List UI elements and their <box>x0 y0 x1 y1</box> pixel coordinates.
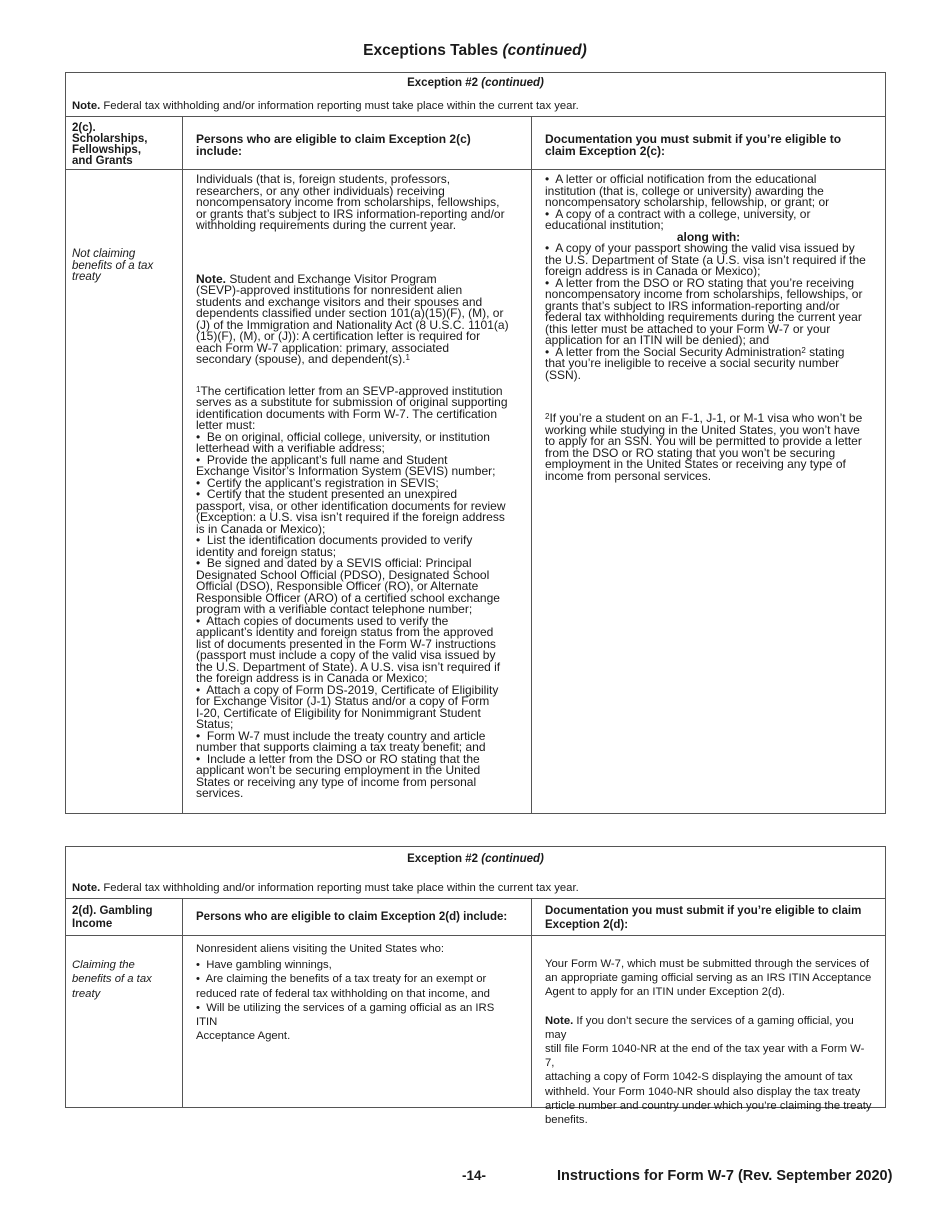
table-note: Note. Federal tax withholding and/or information reporting must take place within the current tax year. <box>72 882 579 894</box>
eligible-persons-header: Persons who are eligible to claim Exception 2(c) include: <box>183 117 532 169</box>
list-item: • Be on original, official college, university, or institution letterhead with a verifiable address; <box>196 429 490 455</box>
gaming-official-note: Note. If you don’t secure the services of a gaming official, you may still file Form 1040-NR at the end of the tax year with a Form W-7, attaching a copy of Form 1042-S displaying the amount of tax withheld. Your Form 1040-NR should also display the tax treaty article number and country under which you’re claiming the treaty benefits. <box>545 1014 872 1127</box>
list-item: • Include a letter from the DSO or RO stating that the applicant won’t be securing employment in the United States or receiving any type of income from personal services. <box>196 751 481 800</box>
list-item: • A copy of your passport showing the valid visa issued by the U.S. Department of State (a U.S. visa isn’t required if the foreign address is in Canada or Mexico); <box>545 241 866 278</box>
certification-footnote: $^1$The certification letter from an SEVP-approved institution serves as a substitute for submission of original supporting identification documents with Form W-7. The certification letter must: <box>196 383 508 432</box>
table-caption: Exception #2 (continued) Note. Federal tax withholding and/or information reporting must take place within the current tax year. <box>66 847 885 899</box>
documentation-bullet-list-a <box>545 174 872 232</box>
list-item: • Provide the applicant’s full name and Student Exchange Visitor’s Information System (SEVIS) number; <box>196 452 496 478</box>
bullet-icon: • <box>196 452 207 467</box>
bullet-icon: • <box>196 959 207 972</box>
list-item: • A letter from the DSO or RO stating that you’re receiving noncompensatory income from scholarships, fellowships, or grants that’s subject to IRS information-reporting and/or federal tax withholding requirements during the current year (this letter must be attached to your Form W-7 or your application for an ITIN will be denied); and <box>545 275 863 347</box>
bullet-icon: • <box>545 241 556 255</box>
bullet-icon: • <box>196 613 207 628</box>
list-item: • A copy of a contract with a college, university, or educational institution; <box>545 206 811 232</box>
list-item: • Have gambling winnings, <box>196 959 332 972</box>
ssn-footnote: $^2$If you’re a student on an F-1, J-1, or M-1 visa who won’t be working while studying in the United States, you won’t have to apply for an SSN. You will be permitted to provide a letter from the DSO or RO stating that you won’t be securing employment in the United States or receiving any type of income from personal services. <box>545 411 863 483</box>
list-item: • Will be utilizing the services of a gaming official as an IRS ITIN Acceptance Agent. <box>196 1001 495 1043</box>
list-item: • A letter from the Social Security Administration$^2$ stating that you’re ineligible to receive a social security number (SSN). <box>545 344 845 382</box>
exception-2d-table <box>65 846 886 1127</box>
list-item: • List the identification documents provided to verify identity and foreign status; <box>196 533 473 559</box>
table-header-row <box>66 117 885 170</box>
eligible-persons-header: Persons who are eligible to claim Exception 2(d) include: <box>183 899 532 935</box>
form-w7-paragraph: Your Form W-7, which must be submitted through the services of an appropriate gaming official serving as an IRS ITIN Acceptance Agent to apply for an ITIN under Exception 2(d). <box>545 958 872 999</box>
category-subtitle: Not claiming benefits of a tax treaty <box>66 170 183 813</box>
table-caption: Exception #2 (continued) Note. Federal tax withholding and/or information reporting must take place within the current tax year. <box>66 73 885 117</box>
documentation-bullet-list-b <box>545 243 872 347</box>
bullet-icon: • <box>545 206 556 221</box>
certification-bullet-list <box>196 429 518 800</box>
intro-text: Nonresident aliens visiting the United States who: <box>196 943 445 955</box>
along-with-label: along with: <box>676 229 741 244</box>
documentation-cell <box>532 936 885 1127</box>
list-item: • Certify that the student presented an unexpired passport, visa, or other identification documents for review (Exception: a U.S. visa isn’t required if the foreign address is in Canada or Mexico); <box>196 487 506 536</box>
category-subtitle: Claiming the benefits of a tax treaty <box>66 936 183 1107</box>
bullet-icon: • <box>196 751 207 766</box>
sevp-note: Note. Student and Exchange Visitor Program (SEVP)-approved institutions for nonresident alien students and exchange visitors and their spouses and dependents classified under section 101(a)(15)(F), (M), or (J) of the Immigration and Nationality Act (8 U.S.C. 1101(a) (15)(F), (M), or (J)): A certification letter is required for each Form W-7 application: primary, associated secondary (spouse), and dependent(s).$^1$ <box>196 271 509 366</box>
documentation-cell <box>532 170 885 813</box>
list-item: • Be signed and dated by a SEVIS official: Principal Designated School Official (PDSO), Designated School Official (DSO), Responsible Officer (RO), or Alternate Responsible Officer (ARO) of a certified school exchange program with a verifiable contact telephone number; <box>196 556 500 616</box>
page-number: -14- <box>462 1168 487 1183</box>
bullet-icon: • <box>196 429 207 444</box>
bullet-icon: • <box>196 487 207 501</box>
exception-2c-table <box>65 72 886 814</box>
category-title: 2(d). Gambling Income <box>66 899 183 935</box>
table-note: Note. Federal tax withholding and/or information reporting must take place within the current tax year. <box>72 100 579 112</box>
bullet-icon: • <box>196 973 206 986</box>
category-title: 2(c). Scholarships, Fellowships, and Grants <box>66 117 183 169</box>
documentation-header: Documentation you must submit if you’re eligible to claim Exception 2(c): <box>545 132 842 158</box>
bullet-icon: • <box>196 475 207 490</box>
individuals-paragraph: Individuals (that is, foreign students, professors, researchers, or any other individuals) receiving noncompensatory income from scholarships, fellowships, or grants that’s subject to IRS information-reporting and/or withholding requirements during the current year. <box>196 172 505 232</box>
gambling-bullet-list <box>196 958 518 1043</box>
list-item: • A letter or official notification from the educational institution (that is, college or university) awarding the noncompensatory scholarship, fellowship, or grant; or <box>545 172 830 209</box>
table-body-row <box>66 936 885 1127</box>
bullet-icon: • <box>196 533 207 547</box>
list-item: • Attach a copy of Form DS-2019, Certificate of Eligibility for Exchange Visitor (J-1) Status and/or a copy of Form I-20, Certificate of Eligibility for Nonimmigrant Student Status; <box>196 682 499 731</box>
bullet-icon: • <box>196 682 207 697</box>
list-item: • Certify the applicant’s registration in SEVIS; <box>196 475 439 490</box>
bullet-icon: • <box>196 556 207 570</box>
bullet-icon: • <box>196 728 207 743</box>
list-item: • Form W-7 must include the treaty country and article number that supports claiming a tax treaty benefit; and <box>196 728 486 754</box>
eligible-persons-cell <box>183 170 532 813</box>
bullet-icon: • <box>196 1001 207 1014</box>
bullet-icon: • <box>545 275 556 290</box>
list-item: • Attach copies of documents used to verify the applicant’s identity and foreign status from the approved list of documents presented in the Form W-7 instructions (passport must include a copy of the valid visa issued by the U.S. Department of State). A U.S. visa isn’t required if the foreign address is in Canada or Mexico; <box>196 613 501 685</box>
list-item: • Are claiming the benefits of a tax treaty for an exempt or reduced rate of federal tax withholding on that income, and <box>196 973 490 1000</box>
table-body-row <box>66 170 885 813</box>
table-header-row <box>66 899 885 936</box>
footer-title: Instructions for Form W-7 (Rev. September 2020) <box>557 1168 893 1184</box>
documentation-header: Documentation you must submit if you’re eligible to claim Exception 2(d): <box>545 905 862 931</box>
bullet-icon: • <box>545 172 556 186</box>
page-title: Exceptions Tables (continued) <box>363 42 587 59</box>
eligible-persons-cell <box>183 936 532 1107</box>
